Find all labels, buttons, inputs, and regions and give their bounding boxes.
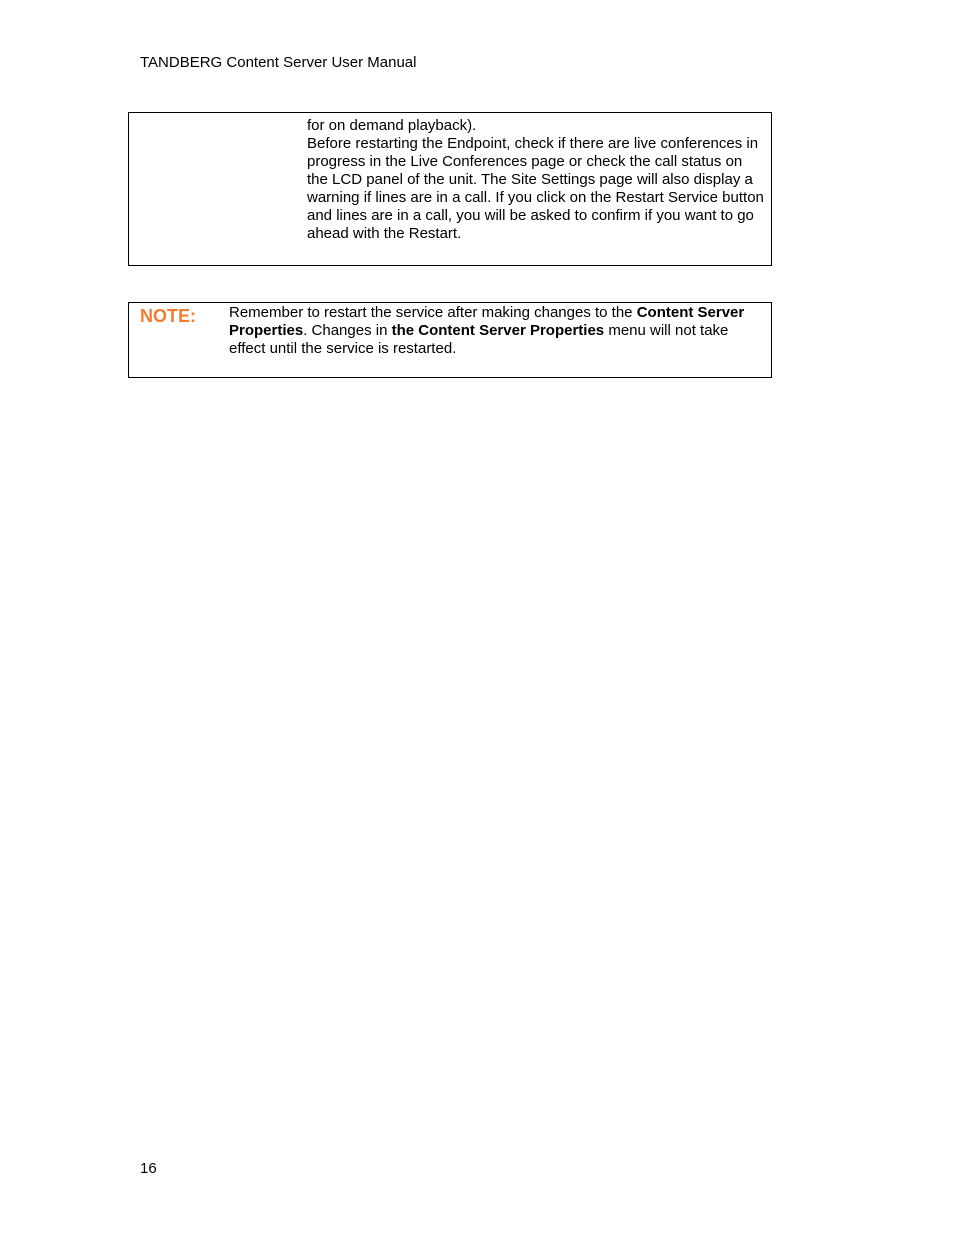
description-paragraph: Before restarting the Endpoint, check if there are live conferences in progress in the Live Conferences page or check the call status on the LCD panel of the unit. The Site Settings page will also display a warning if lines are in a call. If you click on the Restart Service button and lines are in a call, you will be asked to confirm if you want to go ahead with the Restart. (307, 135, 764, 242)
description-continuation: for on demand playback). (307, 117, 477, 134)
note-label: NOTE: (140, 306, 196, 326)
settings-table (128, 112, 772, 266)
note-text-part1: Remember to restart the service after making changes to the (229, 304, 637, 321)
note-text-part2: . Changes in (303, 322, 392, 339)
note-text (229, 304, 759, 358)
running-header: TANDBERG Content Server User Manual (140, 54, 417, 71)
note-box (128, 302, 772, 378)
page-number: 16 (140, 1160, 157, 1177)
note-bold-content-server-properties: Content Server Properties (229, 304, 745, 339)
note-bold-the-content-server-properties: the Content Server Properties (391, 322, 605, 339)
description-cell (307, 117, 767, 243)
note-text-part3: menu will not take effect until the service is restarted. (229, 322, 729, 357)
